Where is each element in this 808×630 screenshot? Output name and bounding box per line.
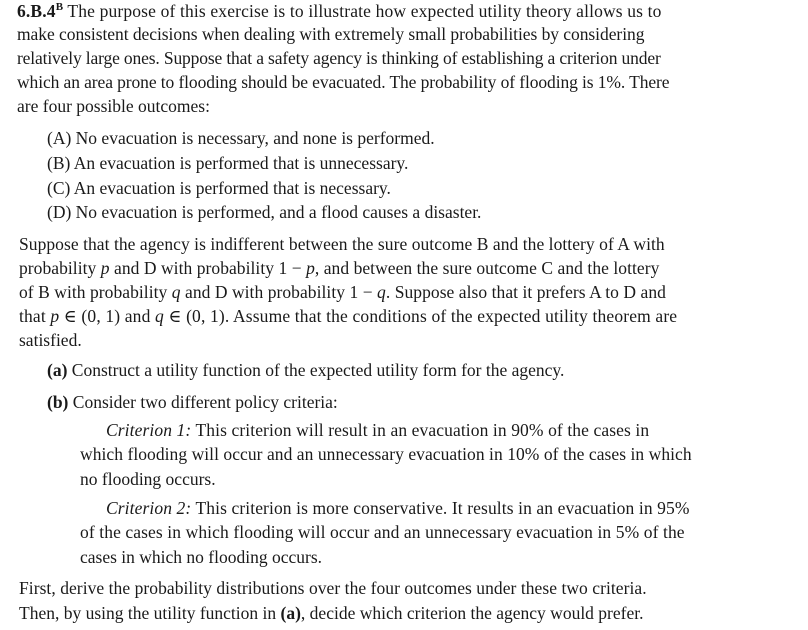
- intro-line-2: make consistent decisions when dealing with extremely small probabilities by considering: [17, 24, 645, 44]
- criterion-2-line-3: cases in which no flooding occurs.: [80, 547, 323, 567]
- criterion-2-line-2: of the cases in which flooding will occur and an unnecessary evacuation in 5% of the: [80, 522, 685, 542]
- part-b: (b) Consider two different policy criteria:: [47, 392, 338, 412]
- criterion-2-line-1: Criterion 2: This criterion is more conservative. It results in an evacuation in 95%: [106, 498, 690, 518]
- paragraph2-line-4: that p ∈ (0, 1) and q ∈ (0, 1). Assume that the conditions of the expected utility theorem are: [19, 306, 678, 326]
- intro-line-5: are four possible outcomes:: [17, 96, 210, 116]
- conclusion-line-2: Then, by using the utility function in (a), decide which criterion the agency would prefer.: [19, 603, 644, 623]
- part-a: (a) Construct a utility function of the expected utility form for the agency.: [47, 360, 565, 380]
- paragraph2-line-2: probability p and D with probability 1 − p, and between the sure outcome C and the lottery: [19, 258, 660, 278]
- outcome-c: (C) An evacuation is performed that is necessary.: [47, 178, 391, 198]
- criterion-1-line-3: no flooding occurs.: [80, 469, 216, 489]
- paragraph2-line-5: satisfied.: [19, 330, 82, 350]
- part-a-label: (a): [47, 360, 68, 380]
- criterion-2-name: Criterion 2:: [106, 498, 192, 518]
- exercise-number: 6.B.4: [17, 1, 56, 21]
- paragraph2-line-3: of B with probability q and D with probability 1 − q. Suppose also that it prefers A to D and: [19, 282, 666, 302]
- criterion-1-name: Criterion 1:: [106, 420, 192, 440]
- outcome-b: (B) An evacuation is performed that is unnecessary.: [47, 153, 409, 173]
- intro-line-4: which an area prone to flooding should be evacuated. The probability of flooding is 1%. There: [17, 72, 670, 92]
- exercise-grade: B: [55, 1, 64, 13]
- conclusion-line-1: First, derive the probability distributions over the four outcomes under these two criteria.: [19, 578, 647, 598]
- criterion-1-line-2: which flooding will occur and an unnecessary evacuation in 10% of the cases in which: [80, 444, 692, 464]
- part-a-reference: (a): [280, 603, 301, 623]
- intro-line-3: relatively large ones. Suppose that a safety agency is thinking of establishing a criterion under: [17, 48, 661, 68]
- criterion-1-line-1: Criterion 1: This criterion will result in an evacuation in 90% of the cases in: [106, 420, 650, 440]
- paragraph2-line-1: Suppose that the agency is indifferent between the sure outcome B and the lottery of A with: [19, 234, 665, 254]
- outcome-a: (A) No evacuation is necessary, and none is performed.: [47, 128, 435, 148]
- outcome-d: (D) No evacuation is performed, and a flood causes a disaster.: [47, 202, 482, 222]
- intro-line-1: $6.B.4^B$ The purpose of this exercise is to illustrate how expected utility theory allows us to: [17, 1, 662, 21]
- part-b-label: (b): [47, 392, 69, 412]
